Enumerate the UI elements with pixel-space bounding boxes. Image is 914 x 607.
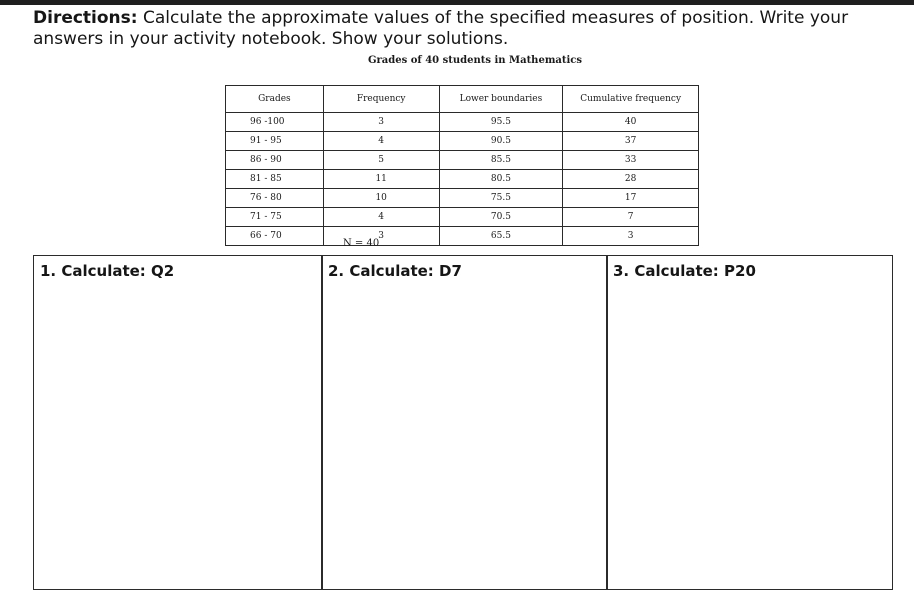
answer-box-label: 2. Calculate: D7 — [328, 262, 462, 280]
table-row — [226, 132, 699, 151]
table-header-row — [226, 86, 699, 113]
header-grades: Grades — [226, 86, 324, 113]
table-row — [226, 208, 699, 227]
frequency-cell: 10 — [323, 189, 439, 208]
table-row — [226, 113, 699, 132]
table-body — [226, 113, 699, 246]
header-frequency: Frequency — [323, 86, 439, 113]
lower-boundary-cell: 70.5 — [439, 208, 563, 227]
grade-cell: 81 - 85 — [226, 170, 324, 189]
grade-cell: 71 - 75 — [226, 208, 324, 227]
lower-boundary-cell: 75.5 — [439, 189, 563, 208]
table-row — [226, 170, 699, 189]
answer-box-label: 1. Calculate: Q2 — [40, 262, 175, 280]
cumulative-frequency-cell: 40 — [563, 113, 699, 132]
grade-cell: 86 - 90 — [226, 151, 324, 170]
cumulative-frequency-cell: 3 — [563, 227, 699, 246]
table-row — [226, 227, 699, 246]
table-row — [226, 151, 699, 170]
cumulative-frequency-cell: 7 — [563, 208, 699, 227]
lower-boundary-cell: 65.5 — [439, 227, 563, 246]
grade-cell: 91 - 95 — [226, 132, 324, 151]
grade-cell: 66 - 70 — [226, 227, 324, 246]
answer-box-label: 3. Calculate: P20 — [613, 262, 756, 280]
lower-boundary-cell: 90.5 — [439, 132, 563, 151]
frequency-cell: 3 — [323, 113, 439, 132]
grade-cell: 76 - 80 — [226, 189, 324, 208]
lower-boundary-cell: 80.5 — [439, 170, 563, 189]
grades-table — [225, 85, 699, 246]
grade-cell: 96 -100 — [226, 113, 324, 132]
frequency-cell: 5 — [323, 151, 439, 170]
frequency-cell: 4 — [323, 132, 439, 151]
total-n: N = 40 — [343, 238, 380, 249]
frequency-cell: 3 — [323, 227, 439, 246]
directions-label: Directions: — [33, 8, 138, 28]
cumulative-frequency-cell: 33 — [563, 151, 699, 170]
directions-text: Calculate the approximate values of the specified measures of position. Write your answers in your activity notebook. Show your solutions. — [33, 8, 849, 49]
lower-boundary-cell: 95.5 — [439, 113, 563, 132]
directions — [33, 8, 893, 50]
header-cumulative-frequency: Cumulative frequency — [563, 86, 699, 113]
answer-box-d7[interactable] — [321, 255, 608, 590]
answer-box-q2[interactable] — [33, 255, 323, 590]
answer-box-p20[interactable] — [606, 255, 893, 590]
header-lower-boundaries: Lower boundaries — [439, 86, 563, 113]
table-title: Grades of 40 students in Mathematics — [367, 55, 583, 66]
cumulative-frequency-cell: 17 — [563, 189, 699, 208]
cumulative-frequency-cell: 28 — [563, 170, 699, 189]
table-row — [226, 189, 699, 208]
lower-boundary-cell: 85.5 — [439, 151, 563, 170]
cumulative-frequency-cell: 37 — [563, 132, 699, 151]
top-rule — [0, 0, 914, 5]
frequency-cell: 4 — [323, 208, 439, 227]
frequency-cell: 11 — [323, 170, 439, 189]
